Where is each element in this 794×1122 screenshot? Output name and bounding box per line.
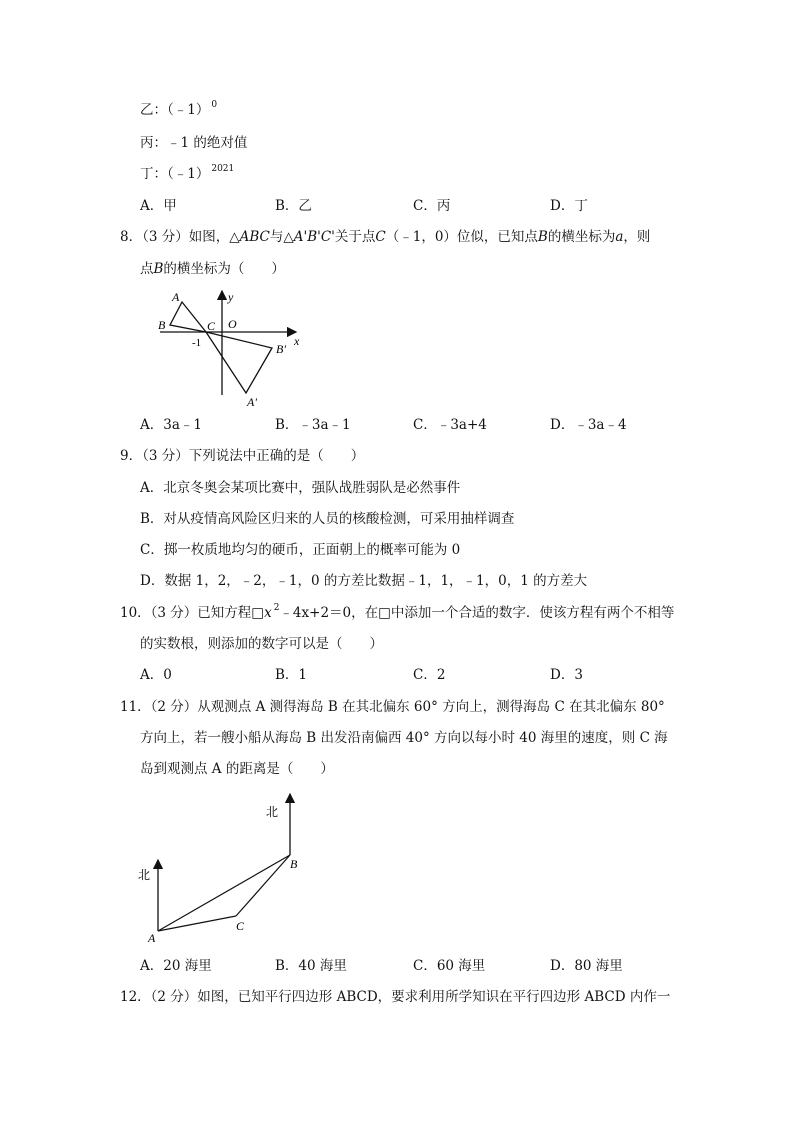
q9-option-d: D．数据 1，2，﹣2，﹣1，0 的方差比数据﹣1，1，﹣1，0，1 的方差大: [140, 573, 588, 589]
q8-option-d: D．﹣3a﹣4: [550, 417, 627, 433]
q11-stem-line3: 岛到观测点 A 的距离是（ ）: [140, 761, 334, 777]
q8-option-a: A．3a﹣1: [140, 417, 202, 433]
q11-option-b: B．40 海里: [275, 958, 347, 974]
q11-north-label-b: 北: [266, 805, 279, 819]
prev-option-c: C．丙: [413, 198, 451, 214]
q11-segment-ab: [158, 855, 290, 931]
ding-line: 丁：（﹣1） $^{2021}$: [140, 164, 235, 182]
q8-stem-line2: 点B的横坐标为（ ）: [140, 261, 285, 277]
q10-option-c: C．2: [413, 667, 446, 683]
prev-option-b: B．乙: [275, 198, 312, 214]
q8-label-bprime: B': [276, 342, 286, 356]
q11-option-c: C．60 海里: [413, 958, 486, 974]
q8-label-neg1: -1: [192, 337, 202, 349]
q8-option-b: B．﹣3a﹣1: [275, 417, 351, 433]
q11-figure: [130, 788, 320, 948]
q8-option-c: C．﹣3a+4: [413, 417, 487, 433]
q11-option-a: A．20 海里: [140, 958, 212, 974]
q9-option-a: A．北京冬奥会某项比赛中，强队战胜弱队是必然事件: [140, 480, 461, 496]
q10-option-b: B．1: [275, 667, 308, 683]
q8-label-a: A: [172, 290, 180, 304]
q10-stem-line2: 的实数根，则添加的数字可以是（ ）: [140, 636, 383, 652]
q8-stem-line1: 8．（3 分）如图，△ABC与△A'B'C'关于点C（﹣1，0）位似，已知点B的横坐标为a，则: [120, 229, 651, 245]
yi-line: 乙：（﹣1） $^0$: [140, 100, 218, 118]
q11-option-d: D．80 海里: [550, 958, 623, 974]
q10-option-a: A．0: [140, 667, 172, 683]
q8-label-aprime: A': [247, 395, 257, 409]
prev-option-d: D．丁: [550, 198, 588, 214]
q11-segment-ac: [158, 916, 236, 931]
q9-option-c: C．掷一枚质地均匀的硬币，正面朝上的概率可能为 0: [140, 542, 461, 558]
q11-label-c: C: [236, 919, 245, 933]
q11-segment-cb: [236, 855, 290, 916]
q9-stem: 9．（3 分）下列说法中正确的是（ ）: [120, 448, 365, 464]
q9-option-b: B．对从疫情高风险区归来的人员的核酸检测，可采用抽样调查: [140, 511, 515, 527]
prev-option-a: A．甲: [140, 198, 177, 214]
q8-label-x: x: [294, 334, 300, 348]
q8-triangle-apbpcp: [206, 332, 272, 393]
q11-label-a: A: [148, 931, 156, 945]
q8-label-o: O: [228, 317, 237, 331]
q11-label-b: B: [290, 857, 298, 871]
q8-label-b: B: [158, 318, 166, 332]
q12-stem-line1: 12．（2 分）如图，已知平行四边形 ABCD，要求利用所学知识在平行四边形 ABCD 内作一: [120, 989, 671, 1005]
q11-north-label-a: 北: [138, 868, 151, 882]
q11-stem-line1: 11．（2 分）从观测点 A 测得海岛 B 在其北偏东 60° 方向上，测得海岛 C 在其北偏东 80°: [120, 699, 665, 715]
q8-figure: [150, 285, 310, 410]
q11-stem-line2: 方向上，若一艘小船从海岛 B 出发沿南偏西 40° 方向以每小时 40 海里的速度，则 C 海: [140, 730, 668, 746]
bing-line: 丙：﹣1 的绝对值: [140, 135, 248, 151]
q10-option-d: D．3: [550, 667, 583, 683]
q10-stem-line1: 10．（3 分）已知方程□x $^2$﹣4x+2＝0，在□中添加一个合适的数字．使该方程有两个不相等: [120, 603, 675, 621]
q8-triangle-abc: [170, 302, 206, 332]
q8-label-y: y: [228, 290, 234, 304]
q8-label-c: C: [207, 319, 216, 333]
